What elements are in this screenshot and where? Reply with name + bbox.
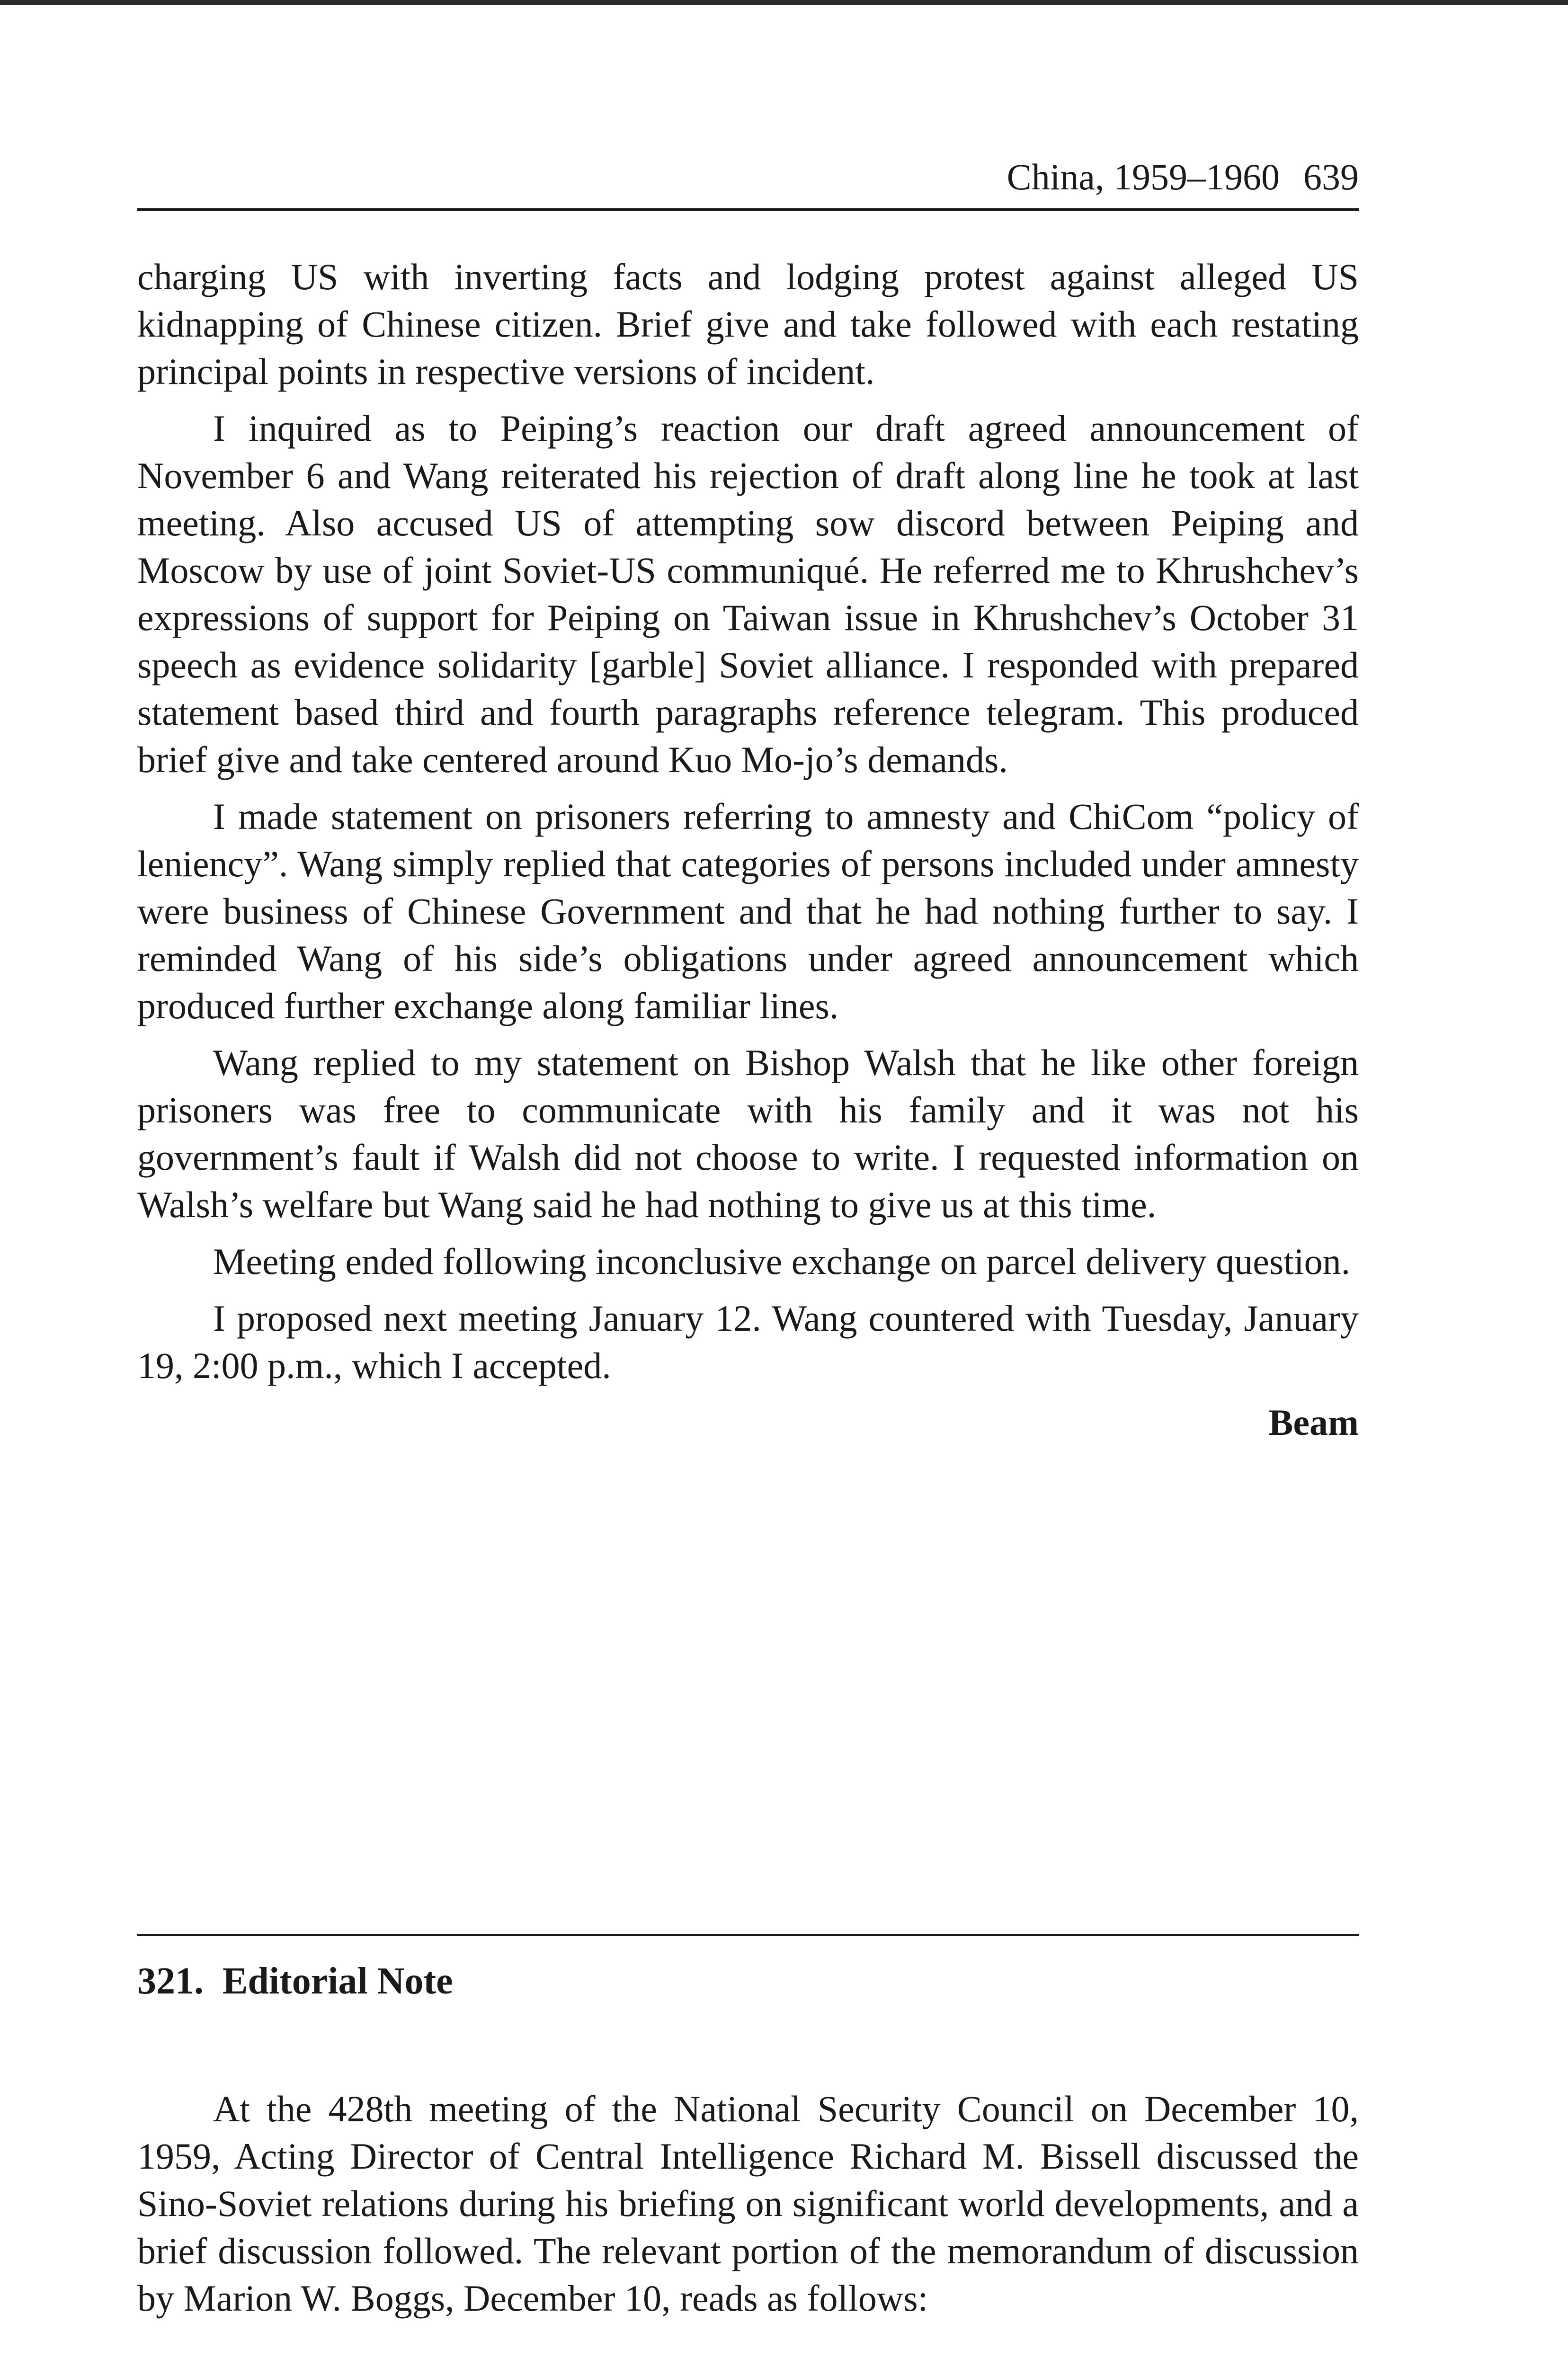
section-title: Editorial Note	[223, 1960, 453, 2002]
editorial-note-paragraph: At the 428th meeting of the National Security Council on December 10, 1959, Acting Director of Central Intelligence Richard M. Bissell discussed the Sino-Soviet relations during his briefing on significant world developments, and a brief discussion followed. The relevant portion of the memorandum of discussion by Marion W. Boggs, December 10, reads as follows:	[137, 2088, 1359, 2319]
telegram-body	[137, 253, 1359, 1446]
paragraph-draft-announcement: I inquired as to Peiping’s reaction our draft agreed announcement of November 6 and Wang reiterated his rejection of draft along line he took at last meeting. Also accused US of attempting sow discord between Peiping and Moscow by use of joint Soviet-US communiqué. He referred me to Khrushchev’s expressions of support for Peiping on Taiwan issue in Khrushchev’s October 31 speech as evidence solidarity [garble] Soviet alliance. I responded with prepared statement based third and fourth paragraphs reference telegram. This produced brief give and take centered around Kuo Mo-jo’s demands.	[137, 408, 1359, 780]
section-heading	[137, 1955, 453, 2007]
paragraph-continued: charging US with inverting facts and lodging protest against alleged US kidnapping of Chinese citizen. Brief give and take followed with each restating principal points in respective versions of incident.	[137, 256, 1359, 392]
paragraph-bishop-walsh: Wang replied to my statement on Bishop Walsh that he like other foreign prisoners was free to communicate with his family and it was not his government’s fault if Walsh did not choose to write. I requested information on Walsh’s welfare but Wang said he had nothing to give us at this time.	[137, 1042, 1359, 1225]
paragraph-next-meeting: I proposed next meeting January 12. Wang countered with Tuesday, January 19, 2:00 p.m., which I accepted.	[137, 1298, 1359, 1386]
paragraph-meeting-ended: Meeting ended following inconclusive exchange on parcel delivery question.	[213, 1241, 1351, 1282]
section-number: 321.	[137, 1960, 204, 2002]
running-head	[1007, 156, 1359, 197]
running-title: China, 1959–1960	[1007, 156, 1280, 197]
page-number: 639	[1303, 156, 1359, 197]
header-rule	[137, 208, 1359, 211]
section-divider	[137, 1934, 1359, 1936]
signature: Beam	[1268, 1402, 1359, 1443]
scan-top-edge	[0, 0, 1568, 5]
paragraph-prisoners: I made statement on prisoners referring to amnesty and ChiCom “policy of leniency”. Wang simply replied that categories of persons included under amnesty were business of Chinese Government and that he had nothing further to say. I reminded Wang of his side’s obligations under agreed announcement which produced further exchange along familiar lines.	[137, 796, 1359, 1026]
